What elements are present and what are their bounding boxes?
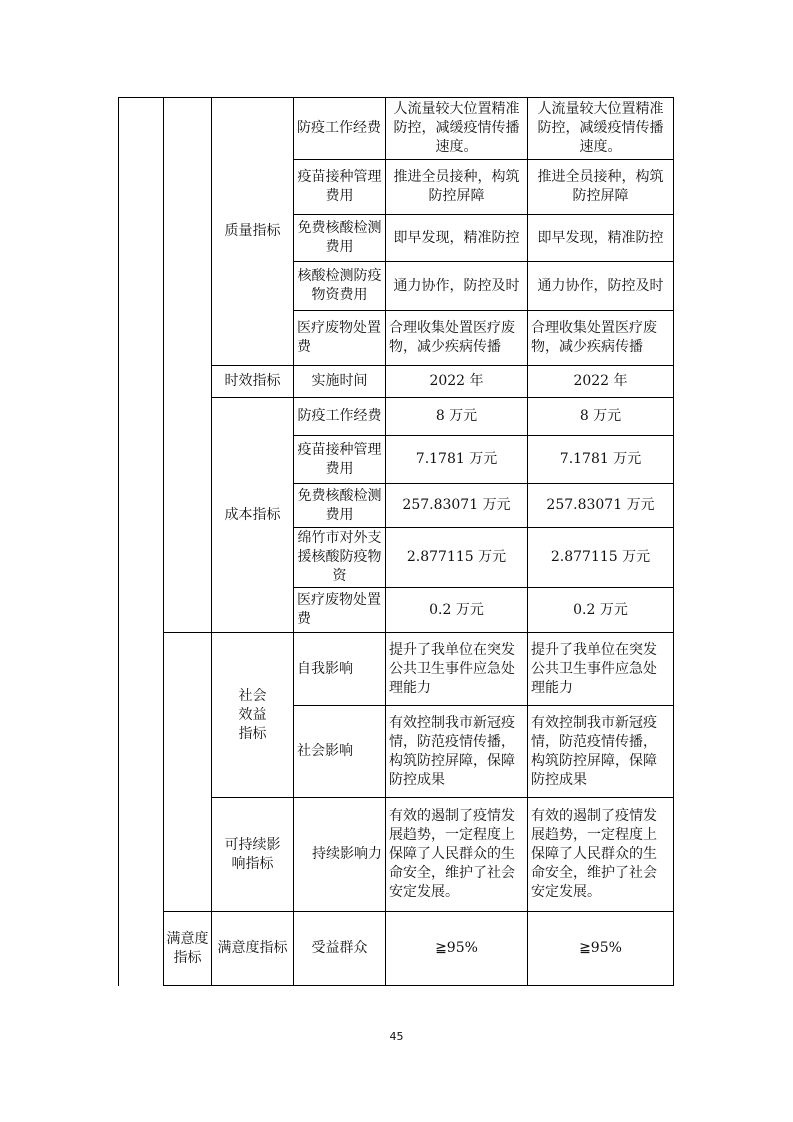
indicator-actual-value: 有效控制我市新冠疫情，防范疫情传播，构筑防控屏障，保障防控成果 <box>531 714 657 788</box>
table-border-left <box>118 97 119 986</box>
page-number: 45 <box>389 1030 404 1043</box>
indicator-name: 免费核酸检测费用 <box>297 220 382 255</box>
indicator-name: 社会影响 <box>297 743 353 759</box>
indicator-actual-value: 人流量较大位置精准防控，减缓疫情传播速度。 <box>537 101 664 155</box>
category-timeliness: 时效指标 <box>224 373 281 389</box>
indicator-actual-value: 2022 年 <box>573 373 628 389</box>
indicator-target-value: 人流量较大位置精准防控，减缓疫情传播速度。 <box>393 101 520 155</box>
indicator-actual-value: ≧95% <box>579 940 622 956</box>
category-cost: 成本指标 <box>224 506 281 523</box>
indicator-actual-value: 7.1781 万元 <box>559 451 642 467</box>
category-quality: 质量指标 <box>224 223 281 239</box>
indicator-actual-value: 0.2 万元 <box>573 601 628 618</box>
indicator-name: 免费核酸检测费用 <box>297 487 382 523</box>
indicator-name: 实施时间 <box>311 373 368 389</box>
table-border-right <box>673 97 674 986</box>
indicator-target-value: 7.1781 万元 <box>415 451 498 467</box>
indicator-target-value: 0.2 万元 <box>429 601 484 618</box>
category-social-benefit: 社会效益指标 <box>238 687 267 742</box>
indicator-name: 医疗废物处置费 <box>297 320 381 355</box>
indicator-name: 自我影响 <box>297 660 353 677</box>
indicator-actual-value: 推进全员接种，构筑防控屏障 <box>537 169 664 204</box>
indicator-name: 绵竹市对外支援核酸防疫物资 <box>297 530 382 584</box>
indicator-actual-value: 257.83071 万元 <box>546 497 655 513</box>
indicator-actual-value: 通力协作，防控及时 <box>537 277 664 294</box>
indicator-target-value: 2022 年 <box>429 373 484 389</box>
indicator-name: 防疫工作经费 <box>297 120 381 136</box>
indicator-name: 疫苗接种管理费用 <box>297 441 382 477</box>
indicator-target-value: 合理收集处置医疗废物，减少疾病传播 <box>389 320 515 355</box>
indicator-actual-value: 提升了我单位在突发公共卫生事件应急处理能力 <box>531 641 657 696</box>
indicator-target-value: 2.877115 万元 <box>406 549 507 565</box>
table-border-bottom <box>163 985 674 986</box>
indicator-target-value: 257.83071 万元 <box>402 497 511 513</box>
indicator-target-value: 有效控制我市新冠疫情，防范疫情传播，构筑防控屏障，保障防控成果 <box>389 714 515 788</box>
indicator-name: 核酸检测防疫物资费用 <box>297 268 382 303</box>
indicator-target-value: 推进全员接种，构筑防控屏障 <box>393 169 520 204</box>
indicator-actual-value: 即早发现，精准防控 <box>537 229 664 246</box>
indicator-target-value: 提升了我单位在突发公共卫生事件应急处理能力 <box>389 641 515 696</box>
indicator-name: 医疗废物处置费 <box>297 592 381 627</box>
category-satisfaction: 满意度指标 <box>217 940 288 956</box>
indicator-actual-value: 有效的遏制了疫情发展趋势，一定程度上保障了人民群众的生命安全，维护了社会安定发展。 <box>531 808 657 900</box>
indicator-target-value: 有效的遏制了疫情发展趋势，一定程度上保障了人民群众的生命安全，维护了社会安定发展。 <box>389 808 515 900</box>
performance-indicator-table <box>118 97 674 986</box>
category-sustainable: 可持续影响指标 <box>224 836 281 872</box>
indicator-name: 防疫工作经费 <box>297 408 382 424</box>
indicator-name: 持续影响力 <box>312 846 382 862</box>
col-divider-1 <box>163 97 164 986</box>
indicator-actual-value: 8 万元 <box>579 408 622 424</box>
category-satisfaction-level1: 满意度指标 <box>166 930 209 966</box>
indicator-actual-value: 2.877115 万元 <box>550 549 651 565</box>
indicator-target-value: 通力协作，防控及时 <box>393 277 520 294</box>
indicator-target-value: ≧95% <box>435 940 478 956</box>
indicator-name: 受益群众 <box>311 940 368 956</box>
indicator-name: 疫苗接种管理费用 <box>297 169 382 204</box>
indicator-target-value: 即早发现，精准防控 <box>393 229 520 246</box>
indicator-actual-value: 合理收集处置医疗废物，减少疾病传播 <box>531 320 657 355</box>
indicator-target-value: 8 万元 <box>435 408 478 424</box>
